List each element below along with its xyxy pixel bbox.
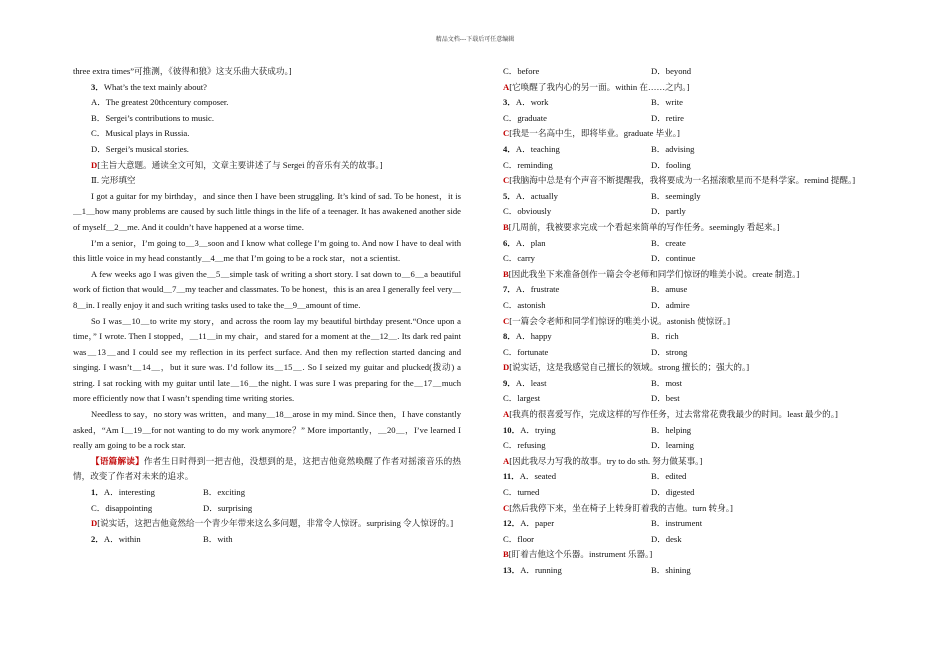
answer-letter: D [91, 159, 98, 170]
answer-explanation [503, 80, 881, 96]
explanation-text: [主旨大意题。通读全文可知，文章主要讲述了与 Sergei 的音乐有关的故事。] [97, 159, 383, 170]
option-text: A．running [520, 565, 562, 575]
answer-explanation [503, 501, 881, 517]
option-right: B．amuse [651, 284, 688, 295]
option-right: B．advising [651, 143, 695, 154]
answer-explanation [503, 407, 881, 423]
option-text: C．refusing [503, 440, 546, 451]
option-left [503, 376, 651, 392]
option-right: D．continue [651, 253, 696, 264]
left-column [73, 64, 461, 547]
option-left [503, 236, 651, 252]
option: A．The greatest 20thcentury composer. [91, 97, 229, 108]
question-number: 4． [503, 143, 516, 154]
option-left [503, 329, 651, 345]
option-right: B．edited [651, 471, 687, 482]
answer-explanation [73, 158, 461, 174]
answer-letter: A [503, 409, 510, 420]
option-row [503, 532, 881, 548]
question-number: 11． [503, 471, 520, 482]
option-right: D．strong [651, 346, 688, 357]
answer-letter: B [503, 268, 509, 279]
option-right: B．helping [651, 424, 692, 435]
answer-explanation [503, 173, 881, 189]
explanation-text: [它唤醒了我内心的另一面。within 在……之内。] [509, 81, 690, 92]
option-text: A．actually [515, 190, 558, 201]
option-text: A．paper [520, 518, 555, 529]
passage-paragraph: I’m a senior，I’m going to＿3＿soon and I know what college I’m going to. And now I have to deal with this little voice in my head constantly＿4＿me that I’m going to be a rock star，not a scientist. [73, 237, 461, 264]
question-number: 3． [91, 81, 104, 92]
answer-explanation [503, 314, 881, 330]
option-right: B．seemingly [651, 190, 701, 201]
option-row [503, 391, 881, 407]
passage-paragraph: A few weeks ago I was given the＿5＿simple task of writing a short story. I sat down to＿6＿a beautiful work of fiction that would＿7＿my teacher and classmates. To be honest，this is an area I generally feel very＿8＿in. I really enjoy it and such writing tasks used to take the＿9＿amount of time. [73, 268, 461, 310]
explanation-text: [我真的很喜爱写作，完成这样的写作任务，过去常常花费我最少的时间。least 最少的。] [509, 409, 838, 420]
question-row [503, 376, 881, 392]
question-number: 10． [503, 424, 521, 435]
option-left [503, 485, 651, 501]
option-left [503, 532, 651, 548]
explanation-text: [因此我坐下来准备创作一篇会令老师和同学们惊讶的唯美小说。create 制造。] [508, 268, 800, 279]
option-left [503, 298, 651, 314]
option-text: A．least [515, 377, 547, 388]
option-left [503, 142, 651, 158]
option-row [503, 111, 881, 127]
question-1-row [73, 501, 461, 517]
option-right: D．best [651, 393, 680, 404]
option-right: B．rich [651, 331, 679, 342]
answer-letter: C [503, 175, 510, 186]
option-left [503, 516, 651, 532]
passage-guide [73, 454, 461, 485]
option-text: A．trying [520, 424, 556, 435]
option-right: D．partly [651, 206, 686, 217]
explanation-text: [然后我停下来，坐在椅子上转身盯着我的吉他。turn 转身。] [509, 502, 733, 513]
option-row [503, 345, 881, 361]
question-row [503, 236, 881, 252]
option-left [503, 391, 651, 407]
option-right: D．digested [651, 487, 695, 498]
answer-letter: D [91, 518, 98, 529]
option-text: A．happy [515, 331, 552, 342]
explanation-text: [盯着吉他这个乐器。instrument 乐器。] [508, 549, 653, 560]
question-1-row [73, 485, 461, 501]
option-c: C．disappointing [91, 502, 153, 513]
option-right: B．instrument [651, 518, 703, 529]
question-stem: What’s the text mainly about? [103, 81, 208, 92]
option-text: A．interesting [103, 487, 155, 498]
passage-paragraph: I got a guitar for my birthday，and since then I have been struggling. It’s kind of sad. To be honest，it is＿1＿how many problems are caused by such little things in the life of a teenager. It has awakened another side of myself＿2＿me. And it couldn’t have happened at a worse time. [73, 190, 461, 232]
explanation-text: [说实话，这是我感觉自己擅长的领域。strong 擅长的；强大的。] [509, 362, 750, 373]
option-row [503, 251, 881, 267]
option-left [503, 158, 651, 174]
passage-paragraph: So I was＿10＿to write my story，and across the room lay my beautiful birthday present.“Once upon a time，” I wrote. Then I stopped，＿11＿in my chair，and stared for a moment at the＿12＿. Its dark red paint was＿13＿and I could see my reflection in its perfect surface. And then my reflection started dancing and singing. I wasn’t＿14＿，but it sure was. I’d follow its＿15＿. So I seized my guitar and plucked(拨动) a string. I sat rocking with my guitar until late＿16＿the night. I was sure I was preparing for the＿17＿much more efficiently now that I wasn’t spending time writing stories. [73, 315, 461, 404]
answer-explanation [503, 454, 881, 470]
option: B．Sergei’s contributions to music. [91, 112, 215, 123]
option-right: B．write [651, 97, 683, 108]
answer-letter: D [503, 362, 510, 373]
option-text: A．plan [515, 237, 546, 248]
answer-letter: B [503, 221, 509, 232]
answer-explanation [503, 267, 881, 283]
question-3 [73, 80, 461, 96]
question-number: 8． [503, 331, 516, 342]
option-right: D．fooling [651, 159, 691, 170]
option-text: C．obviously [503, 206, 552, 217]
option-text: C．carry [503, 253, 535, 264]
explanation-text: [我是一名高中生，即将毕业。graduate 毕业。] [509, 128, 680, 139]
question-row [503, 469, 881, 485]
option-text: C．largest [503, 393, 541, 404]
explanation-text: [说实话，这把吉他竟然给一个青少年带来这么多问题，非常令人惊讶。surprising 令人惊讶的。] [97, 518, 454, 529]
option-text: A．seated [519, 471, 556, 482]
option-row [503, 485, 881, 501]
option-left [503, 189, 651, 205]
option-row [503, 204, 881, 220]
option-left [503, 204, 651, 220]
guide-tag: 【语篇解读】 [91, 455, 144, 466]
question-number: 5． [503, 190, 516, 201]
page-header: 精品文档---下载后可任意编辑 [435, 36, 515, 43]
section-title: Ⅱ. 完形填空 [91, 175, 136, 186]
option-text: C．before [503, 66, 540, 76]
explanation-text: [一篇会令老师和同学们惊讶的唯美小说。astonish 使惊讶。] [509, 315, 731, 326]
option-text: A．teaching [515, 143, 560, 154]
option-right: D．desk [651, 533, 682, 544]
answer-letter: C [503, 315, 510, 326]
question-number: 2． [91, 533, 104, 544]
option-a [73, 532, 203, 548]
explanation-text: [几周前，我被要求完成一个看起来简单的写作任务。seemingly 看起来。] [508, 221, 780, 232]
option-row [503, 158, 881, 174]
option-row [503, 64, 881, 80]
answer-letter: C [503, 502, 510, 513]
option-text: C．turned [503, 487, 540, 498]
question-row [503, 189, 881, 205]
question-number: 9． [503, 377, 516, 388]
question-row [503, 423, 881, 439]
answer-letter: C [503, 128, 510, 139]
question-2-row [73, 532, 461, 548]
option-b: B．exciting [203, 487, 246, 498]
option: C．Musical plays in Russia. [91, 128, 190, 139]
option-right: B．most [651, 377, 683, 388]
option-text: A．work [515, 97, 549, 108]
question-row [503, 282, 881, 298]
option-right: D．admire [651, 299, 690, 310]
question-number: 6． [503, 237, 516, 248]
option-text: A．within [103, 533, 141, 544]
option-left [503, 95, 651, 111]
answer-explanation [503, 220, 881, 236]
question-row [503, 329, 881, 345]
question-number: 12． [503, 518, 521, 529]
option-b: B．with [203, 533, 233, 544]
option-left [503, 423, 651, 439]
question-row [503, 142, 881, 158]
option-d: D．surprising [203, 502, 253, 513]
option-left [503, 469, 651, 485]
option-text: C．graduate [503, 112, 547, 123]
explanation-text: [因此我尽力写我的故事。try to do sth. 努力做某事。] [509, 455, 703, 466]
answer-explanation [503, 547, 881, 563]
explanation-text: [我脑海中总是有个声音不断提醒我，我将要成为一名摇滚歌星而不是科学家。remind 提醒。] [509, 175, 856, 186]
option-row [503, 438, 881, 454]
answer-letter: A [503, 455, 510, 466]
answer-explanation [503, 126, 881, 142]
option: D．Sergei’s musical stories. [91, 143, 189, 154]
option-right: B．shining [651, 565, 691, 575]
question-number: 13． [503, 565, 521, 575]
answer-letter: A [503, 81, 510, 92]
answer-letter: B [503, 549, 509, 560]
option-right: D．retire [651, 112, 684, 123]
answer-explanation [73, 516, 461, 532]
option-text: C．reminding [503, 159, 553, 170]
option-left [503, 438, 651, 454]
option-row [503, 298, 881, 314]
question-row [503, 563, 881, 579]
option-left [503, 282, 651, 298]
option-text: C．astonish [503, 299, 546, 310]
option-a [73, 485, 203, 501]
passage-paragraph: Needless to say，no story was written，and many＿18＿arose in my mind. Since then，I have constantly asked，“Am I＿19＿for not wanting to do my work anymore？” More importantly，＿20＿，I’ve learned I really am going to be a rock star. [73, 409, 461, 451]
option-text: C．floor [503, 533, 535, 544]
answer-continuation: three extra times”可推测，《彼得和狼》这支乐曲大获成功。] [73, 66, 292, 76]
question-row [503, 516, 881, 532]
question-number: 7． [503, 284, 516, 295]
guide-text: 作者生日时得到一把吉他，没想到的是，这把吉他竟然唤醒了作者对摇滚音乐的热情，改变了作者对未来的追求。 [73, 455, 461, 482]
option-left [503, 111, 651, 127]
option-text: A．frustrate [515, 284, 560, 295]
option-left [503, 64, 651, 80]
option-text: C．fortunate [503, 346, 549, 357]
right-column [503, 64, 881, 579]
option-left [503, 563, 651, 579]
option-left [503, 345, 651, 361]
question-row [503, 95, 881, 111]
option-right: D．beyond [651, 66, 692, 76]
option-right: B．create [651, 237, 686, 248]
question-number: 3． [503, 97, 516, 108]
answer-explanation [503, 360, 881, 376]
option-right: D．learning [651, 440, 694, 451]
option-left [503, 251, 651, 267]
question-number: 1． [91, 487, 104, 498]
